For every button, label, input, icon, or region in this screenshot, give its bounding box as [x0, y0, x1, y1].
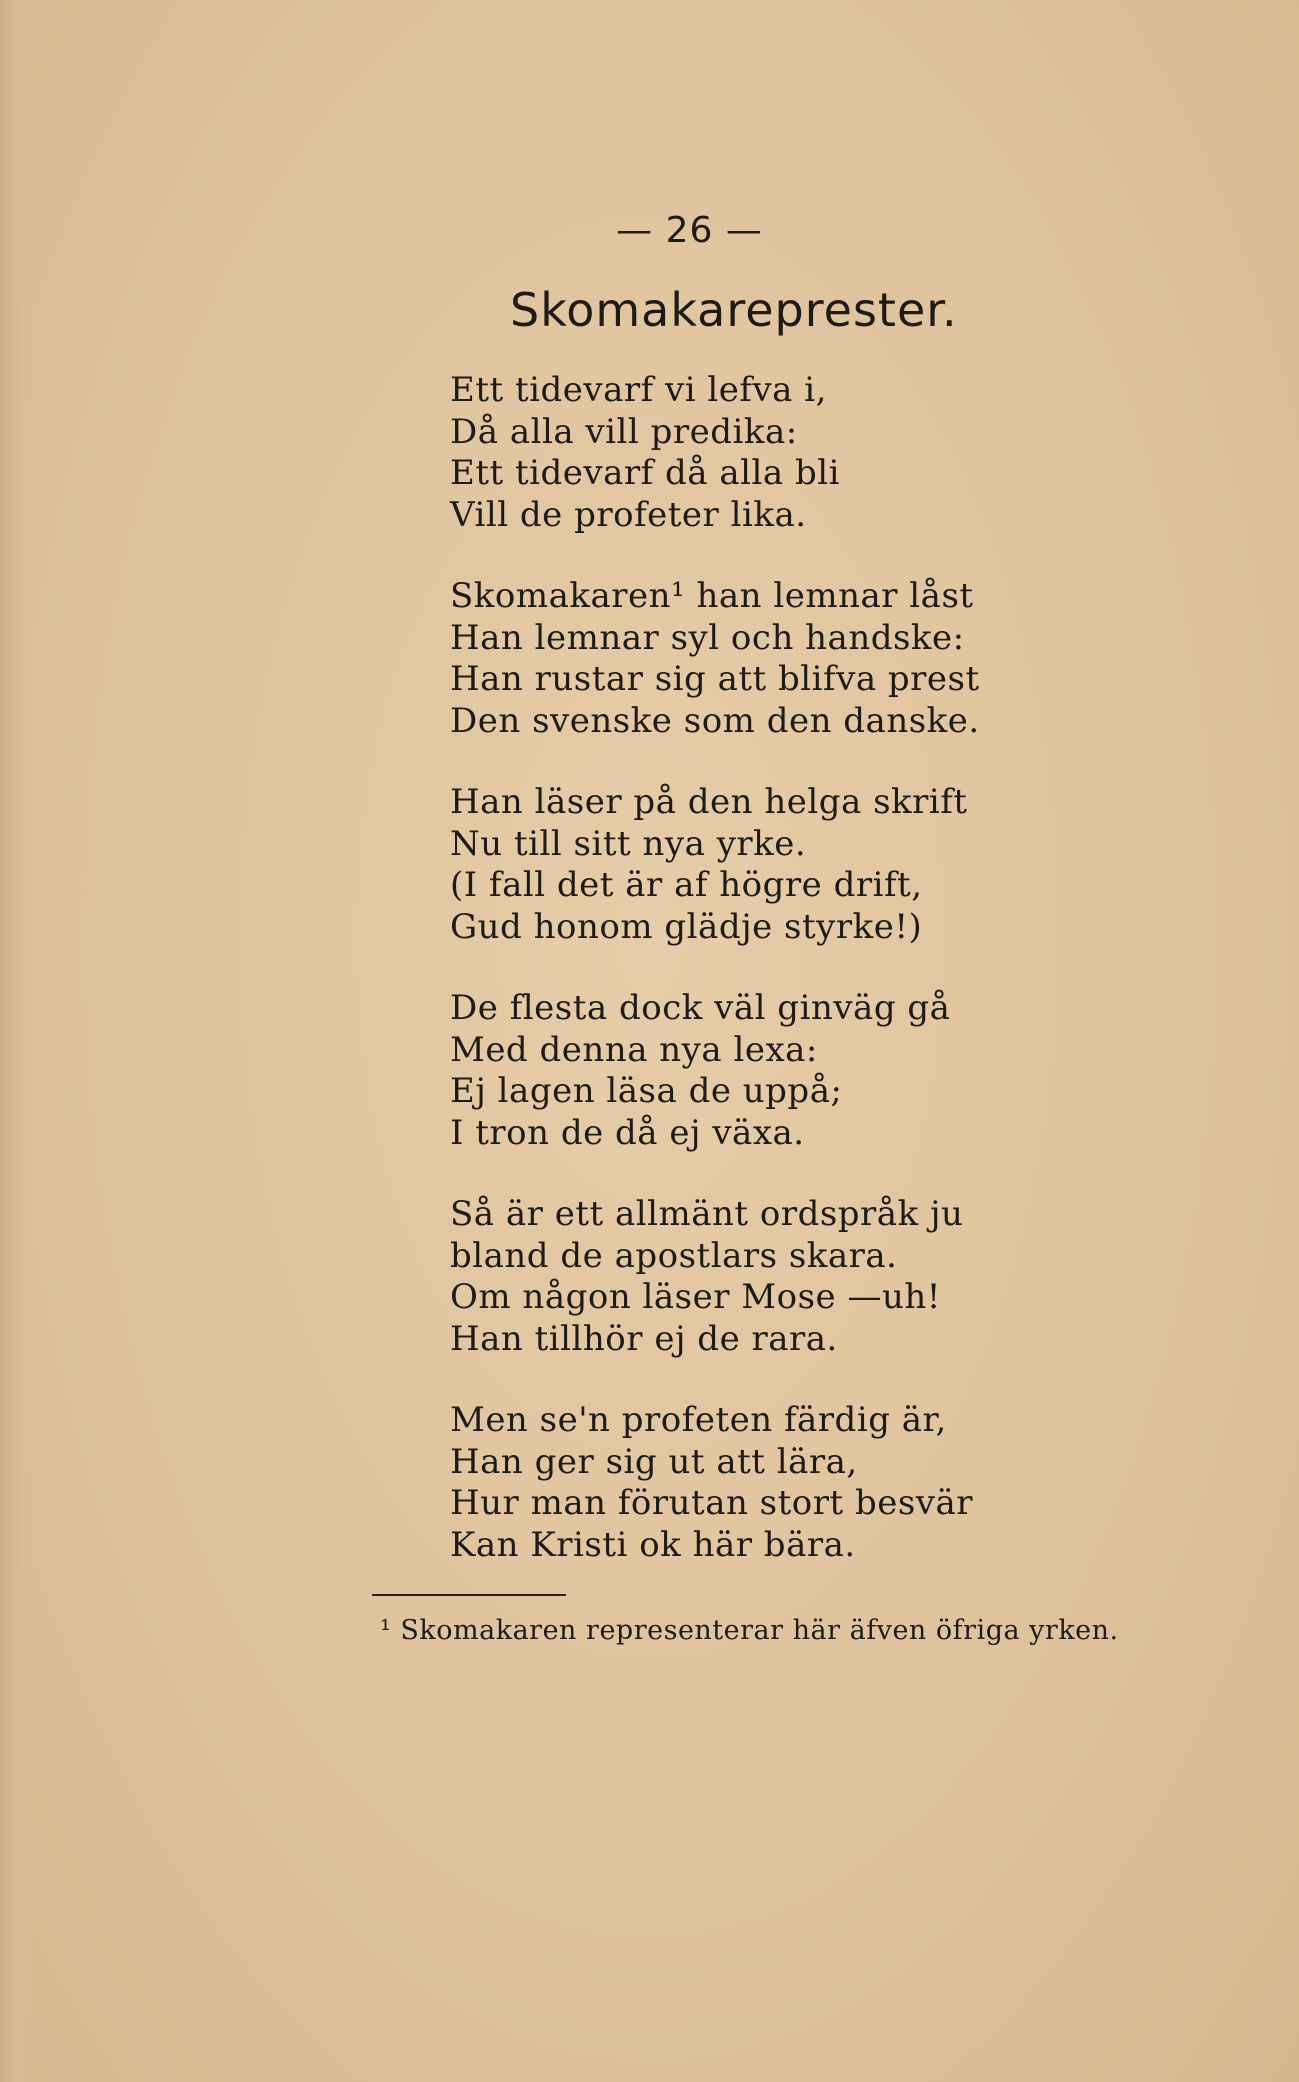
poem-line: Han läser på den helga skrift [450, 782, 968, 822]
poem-line: Nu till sitt nya yrke. [450, 823, 807, 864]
poem-line: (I fall det är af högre drift, [450, 865, 923, 905]
poem-line: Ett tidevarf vi lefva i, [450, 370, 827, 410]
poem-line: Ej lagen läsa de uppå; [450, 1071, 843, 1111]
poem-line: Då alla vill predika: [450, 411, 798, 452]
footnote: ¹ Skomakaren representerar här äfven öfriga yrken. [380, 1615, 1119, 1646]
stanza [450, 1400, 1150, 1566]
stanza [450, 576, 1150, 742]
stanza [450, 1194, 1150, 1360]
poem-line: Så är ett allmänt ordspråk ju [450, 1194, 964, 1234]
poem-line: Om någon läser Mose —uh! [450, 1277, 941, 1317]
poem-line: Kan Kristi ok här bära. [450, 1524, 856, 1565]
poem-line: Skomakaren¹ han lemnar låst [450, 576, 974, 616]
stanza [450, 370, 1150, 536]
poem-line: bland de apostlars skara. [450, 1235, 898, 1276]
poem-line: Han ger sig ut att lära, [450, 1441, 858, 1482]
poem-line: Ett tidevarf då alla bli [450, 453, 840, 493]
poem-line: Han rustar sig att blifva prest [450, 659, 980, 699]
poem-line: Vill de profeter lika. [450, 494, 807, 535]
page-number: — 26 — [616, 210, 763, 251]
stanza [450, 782, 1150, 948]
poem-line: Han lemnar syl och handske: [450, 617, 965, 658]
poem-title: Skomakareprester. [510, 283, 958, 337]
poem-line: Gud honom glädje styrke!) [450, 906, 923, 947]
poem-line: Hur man förutan stort besvär [450, 1483, 974, 1523]
poem-line: De flesta dock väl ginväg gå [450, 988, 951, 1028]
poem-line: Den svenske som den danske. [450, 700, 980, 741]
poem-line: Med denna nya lexa: [450, 1029, 818, 1070]
stanza [450, 988, 1150, 1154]
poem-line: Han tillhör ej de rara. [450, 1318, 838, 1359]
footnote-rule [372, 1594, 566, 1596]
poem-body [450, 370, 1150, 1606]
page-binding-edge [0, 0, 34, 2082]
poem-line: Men se'n profeten färdig är, [450, 1400, 947, 1440]
poem-line: I tron de då ej växa. [450, 1112, 805, 1153]
